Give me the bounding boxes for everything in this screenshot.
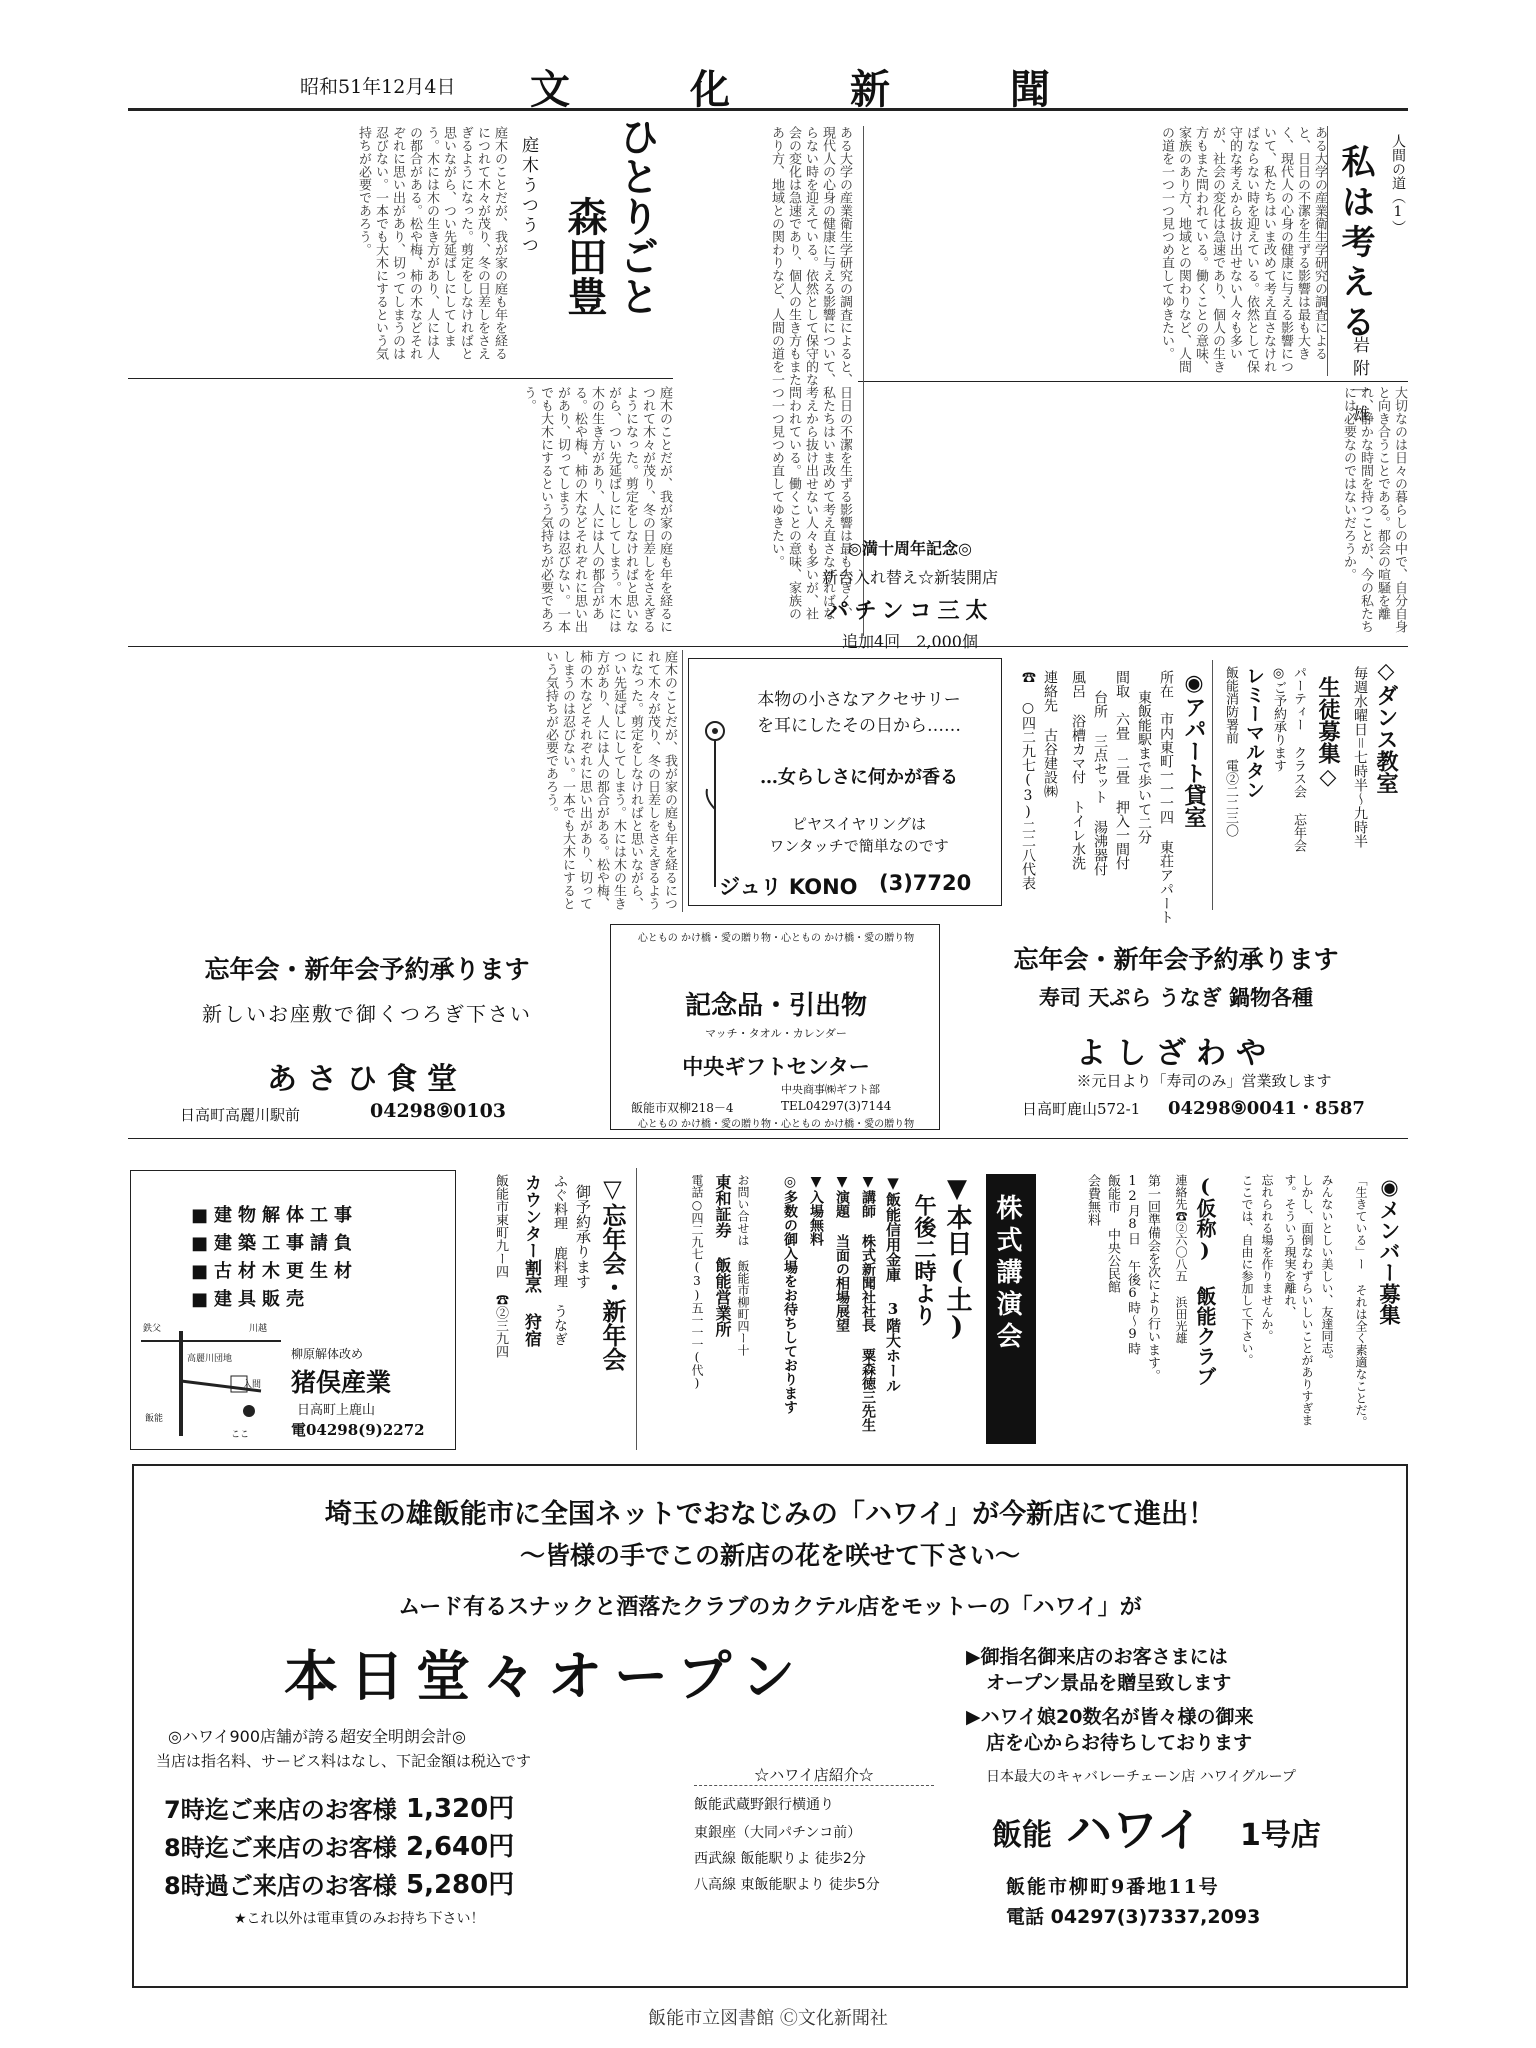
kono-ad xyxy=(688,658,1002,906)
header-date: 昭和51年12月4日 xyxy=(300,76,456,98)
inomata-ad xyxy=(130,1170,456,1450)
essay1-body-lower: 大切なのは日々の暮らしの中で、自分自身と向き合うことである。都会の喧騒を離れ、静かな時間を持つことが、今の私たちには必要なのではないだろうか。 xyxy=(1341,386,1407,633)
essay2-author: 森田豊 xyxy=(561,196,608,316)
lower-essay-body: 庭木のことだが、我が家の庭も年を経るにつれて木々が茂り、冬の日差しをさえぎるようになった。剪定をしなければと思いながら、つい先延ばしにしてしまう。木には木の生き方があり、人には人の都合がある。松や梅、柿の木などそれぞれに思い出があり、切ってしまうのは忍びない。一本でも大木にするという気持ちが必要であろう。 xyxy=(543,650,677,910)
hawaii-bullet2a: ▶ハワイ娘20数名が皆々様の御来 xyxy=(966,1706,1254,1728)
inomata-map-label-0: 鉄父 xyxy=(143,1324,162,1334)
member-line-0: 「生きている」ー それは全く素適なことだ。 xyxy=(1354,1174,1368,1428)
gift-title: 記念品・引出物 xyxy=(684,991,867,1021)
gift-border-bottom: 心ともの かけ橋・愛の贈り物・心ともの かけ橋・愛の贈り物 xyxy=(637,1119,915,1130)
hawaii-price-label-1: 8時迄ご来店のお客様 xyxy=(164,1834,397,1862)
essay2-body-lower: 庭木のことだが、我が家の庭も年を経るにつれて木々が茂り、冬の日差しをさえぎるようになった。剪定をしなければと思いながら、つい先延ばしにしてしまう。木には木の生き方があり、人には人の都合がある。松や梅、柿の木などそれぞれに思い出があり、切ってしまうのは忍びない。一本でも大木にするという気持ちが必要であろう。 xyxy=(521,386,672,633)
karishuku-title: ▽忘年会・新年会 xyxy=(598,1174,627,1371)
hawaii-ad xyxy=(132,1464,1408,1988)
member-line-3: 忘れられる場を作りませんか。 xyxy=(1260,1174,1274,1342)
essay1-body-upper: ある大学の産業衛生学研究の調査によると、日日の不潔を生ずる影響は最も大きく、現代人の心身の健康に与える影響について、私たちはいま改めて考え直さなければならない時を迎えている。依然として保守的な考えから抜け出せない人々も多いが、社会の変化は急速であり、個人の生き方もまた問われている。働くことの意味、家族のあり方、地域との関わりなど、人間の道を一つ一つ見つめ直してゆきたい。 xyxy=(1159,126,1327,373)
member-title: ◉メンバー募集 xyxy=(1377,1174,1402,1325)
apart-line-3: 台所 三点セット 湯沸器付 xyxy=(1092,690,1108,876)
inomata-name: 猪俣産業 xyxy=(291,1368,392,1397)
hawaii-intro-line-3: 八高線 東飯能駅より 徒歩5分 xyxy=(694,1877,880,1893)
hawaii-price-value-0: 1,320円 xyxy=(406,1794,515,1824)
kono-brand: ジュリ KONO xyxy=(719,875,858,899)
hawaii-price-value-1: 2,640円 xyxy=(406,1832,515,1862)
apart-title: ◉アパート貸室 xyxy=(1181,670,1207,828)
essay2-subtitle: 庭木うつうつ xyxy=(518,136,538,256)
member-line-4: ここでは、自由に参加して下さい。 xyxy=(1240,1174,1254,1366)
kabu-date: ▼本日(土) xyxy=(942,1174,972,1342)
yoshizawa-ad xyxy=(944,924,1408,1130)
kabu-line-3: ▼入場無料 xyxy=(808,1174,824,1246)
apart-line-5: 連絡先 古谷建設㈱ xyxy=(1042,670,1058,798)
hawaii-bullet1b: オープン景品を贈呈致します xyxy=(986,1672,1232,1694)
dance-line-3: 飯能消防署前 電②二二三〇 xyxy=(1223,666,1238,837)
dance-schedule: 毎週水曜日＝七時半～九時半 xyxy=(1352,666,1368,848)
hawaii-name-main: ハワイ xyxy=(1066,1803,1203,1857)
kabu-line-0: ▼飯能信用金庫 3階大ホール xyxy=(884,1174,902,1393)
asahi-address: 日高町高麗川駅前 xyxy=(180,1106,301,1124)
gift-phone: TEL04297(3)7144 xyxy=(781,1099,892,1113)
hawaii-price-label-0: 7時迄ご来店のお客様 xyxy=(164,1796,397,1824)
lower-essay-separator xyxy=(682,650,683,912)
footer-credit: 飯能市立図書館 Ⓒ文化新聞社 xyxy=(648,2008,888,2029)
asahi-ad xyxy=(128,924,606,1064)
kono-line2: を耳にしたその日から…… xyxy=(757,716,961,736)
member-line-2: しかし、面倒なわずらいしいことがありすぎます。そういう現実を離れ、 xyxy=(1283,1174,1314,1426)
ads-row1-rule xyxy=(128,1138,1408,1139)
kabu-line-6: 東和証券 飯能営業所 xyxy=(713,1174,732,1337)
kabu-line-7: 電話○四二九七(3)五一一一(代) xyxy=(690,1174,704,1390)
apart-separator xyxy=(1212,660,1213,910)
inomata-item-0: ■建物解体工事 xyxy=(191,1205,359,1226)
hawaii-address: 飯能市柳町9番地11号 xyxy=(1006,1876,1220,1898)
yoshizawa-note: ※元日より「寿司のみ」営業致します xyxy=(1076,1072,1332,1090)
inomata-map-label-3: 入間 xyxy=(243,1380,262,1390)
dance-recruit: 生徒募集◇ xyxy=(1315,676,1341,790)
kono-line3: …女らしさに何かが香る xyxy=(760,767,958,788)
inomata-map-label-5: ここ xyxy=(231,1430,250,1440)
gift-sub: マッチ・タオル・カレンダー xyxy=(705,1027,847,1040)
apart-line-0: 所在 市内東町一一一四 東荘アパート xyxy=(1158,670,1174,924)
essay-mid-body: ある大学の産業衛生学研究の調査によると、日日の不潔を生ずる影響は最も大きく、現代人の心身の健康に与える影響について、私たちはいま改めて考え直さなければならない時を迎えている。依然として保守的な考えから抜け出せない人々も多いが、社会の変化は急速であり、個人の生き方もまた問われている。働くことの意味、家族のあり方、地域との関わりなど、人間の道を一つ一つ見つめ直してゆきたい。 xyxy=(769,126,852,620)
yoshizawa-name: よしざわや xyxy=(1076,1036,1276,1071)
kono-phone: (3)7720 xyxy=(879,871,972,895)
yoshizawa-address: 日高町鹿山572-1 xyxy=(1022,1100,1141,1118)
hawaii-safe: ◎ハワイ900店舗が誇る超安全明朗会計◎ xyxy=(168,1727,466,1746)
top-section-rule xyxy=(128,646,1408,647)
inomata-sub: 柳原解体改め xyxy=(291,1347,364,1361)
column-label: 人間の道（1） xyxy=(1390,134,1406,234)
kono-line1: 本物の小さなアクセサリー xyxy=(757,690,961,710)
inomata-map-label-1: 川越 xyxy=(249,1324,268,1334)
apart-line-4: 風呂 浴槽カマ付 トイレ水洗 xyxy=(1070,670,1086,870)
inomata-map-label-4: 飯能 xyxy=(145,1414,164,1424)
essay1-title: 私は考える xyxy=(1335,144,1375,344)
hawaii-name-pre: 飯能 xyxy=(992,1818,1052,1853)
hawaii-phone: 電話 04297(3)7337,2093 xyxy=(1006,1906,1261,1928)
hawaii-safe-note: 当店は指名料、サービス料はなし、下記金額は税込です xyxy=(156,1752,532,1770)
dance-line-1: ◎ご予約承ります xyxy=(1271,666,1286,772)
karishuku-line-1: ふぐ料理 鹿料理 うなぎ xyxy=(552,1174,568,1346)
flower-icon xyxy=(703,719,727,889)
dance-line-2: レミーマルタン xyxy=(1243,666,1265,799)
pachinko-extra: 追加4回 2,000個 xyxy=(842,632,978,651)
inomata-map-label-2: 高麗川団地 xyxy=(187,1354,233,1364)
pachinko-line2: 新台入れ替え☆新装開店 xyxy=(821,568,998,587)
hawaii-intro-title: ☆ハワイ店紹介☆ xyxy=(694,1764,934,1786)
essay1-author: 岩附一雄 xyxy=(1349,336,1369,428)
yoshizawa-sub: 寿司 天ぷら うなぎ 鍋物各種 xyxy=(1039,985,1313,1010)
hawaii-bullet1a: ▶御指名御来店のお客さまには xyxy=(966,1646,1228,1668)
hawaii-bullet2b: 店を心からお待ちしております xyxy=(986,1732,1253,1754)
club-line-2: 飯能市 中央公民館 xyxy=(1105,1174,1120,1293)
hawaii-footnote: ★これ以外は電車賃のみお持ち下さい！ xyxy=(234,1911,485,1927)
apart-ad xyxy=(1005,660,1210,924)
masthead-title: 文 化 新 聞 xyxy=(530,66,1090,113)
asahi-headline: 忘年会・新年会予約承ります xyxy=(204,955,530,984)
yoshizawa-headline: 忘年会・新年会予約承ります xyxy=(1013,945,1339,974)
hawaii-group: 日本最大のキャバレーチェーン店 ハワイグループ xyxy=(986,1769,1296,1785)
kabu-line-1: ▼講師 株式新聞社社長 粟森徳三先生 xyxy=(860,1174,876,1432)
pachinko-name: パチンコ三太 xyxy=(826,598,994,624)
karishuku-line-0: 御予約承ります xyxy=(574,1184,592,1289)
club-line-0: 第一回準備会を次により行います。 xyxy=(1145,1174,1160,1382)
yoshizawa-phone: 04298⑨0041・8587 xyxy=(1168,1098,1365,1119)
kono-line5: ワンタッチで簡単なのです xyxy=(769,837,949,855)
inomata-phone: 電04298(9)2272 xyxy=(291,1421,425,1439)
hawaii-sub: ～皆様の手でこの新店の花を咲せて下さい～ xyxy=(519,1541,1020,1570)
hawaii-intro-line-1: 東銀座（大同パチンコ前） xyxy=(694,1825,862,1841)
dance-title: ◇ダンス教室 xyxy=(1373,658,1399,794)
kabu-line-4: ◎多数の御入場をお待ちしております xyxy=(782,1174,798,1414)
essay2-body-upper: 庭木のことだが、我が家の庭も年を経るにつれて木々が茂り、冬の日差しをさえぎるようになった。剪定をしなければと思いながら、つい先延ばしにしてしまう。木には木の生き方があり、人には人の都合がある。松や梅、柿の木などそれぞれに思い出があり、切ってしまうのは忍びない。一本でも大木にするという気持ちが必要であろう。 xyxy=(356,126,507,360)
hawaii-tagline: ムード有るスナックと酒落たクラブのカクテル店をモットーの「ハワイ」が xyxy=(398,1595,1142,1620)
asahi-phone: 04298⑨0103 xyxy=(370,1100,507,1122)
kabu-time: 午後二時より xyxy=(911,1194,937,1326)
karishuku-line-2: カウンター割烹 狩宿 xyxy=(521,1174,541,1347)
hawaii-headline: 埼玉の雄飯能市に全国ネットでおなじみの「ハワイ」が今新店にて進出！ xyxy=(324,1499,1216,1530)
apart-line-6: ☎ ○四二九七(3)二二八代表 xyxy=(1020,670,1036,890)
club-line-3: 会費無料 xyxy=(1085,1174,1100,1226)
dance-ad xyxy=(1216,656,1406,910)
inomata-item-1: ■建築工事請負 xyxy=(191,1233,359,1254)
karishuku-ad xyxy=(462,1164,634,1454)
gift-company: 中央商事㈱ギフト部 xyxy=(781,1083,880,1096)
hawaii-open: 本日堂々オープン xyxy=(284,1645,808,1708)
member-line-1: みんないとしい美しい、友達同志。 xyxy=(1320,1174,1334,1366)
kabu-line-5: お問い合せは 飯能市柳町四ー十 xyxy=(736,1174,750,1356)
hawaii-intro-line-2: 西武線 飯能駅りよ 徒歩2分 xyxy=(694,1851,866,1867)
karishuku-separator xyxy=(636,1168,637,1450)
kabu-title: 株式講演会 xyxy=(992,1194,1022,1354)
kono-line4: ピヤスイヤリングは xyxy=(791,815,927,833)
inomata-item-2: ■古材木更生材 xyxy=(191,1261,359,1282)
hawaii-intro-line-0: 飯能武蔵野銀行横通り xyxy=(694,1797,834,1813)
hawaii-price-label-2: 8時過ご来店のお客様 xyxy=(164,1872,397,1900)
gift-border-top: 心ともの かけ橋・愛の贈り物・心ともの かけ橋・愛の贈り物 xyxy=(637,933,915,944)
club-ad xyxy=(1044,1164,1224,1454)
hawaii-name-post: 1号店 xyxy=(1240,1818,1321,1853)
club-contact: 連絡先☎②六〇八五 浜田光雄 xyxy=(1174,1174,1188,1344)
hawaii-price-value-2: 5,280円 xyxy=(406,1870,515,1900)
gift-name: 中央ギフトセンター xyxy=(682,1054,870,1079)
kabu-ad xyxy=(640,1164,1040,1454)
essay1-mid-rule xyxy=(858,381,1408,382)
gift-ad xyxy=(610,924,940,1130)
pachinko-ad xyxy=(760,536,1060,651)
club-title: (仮称) 飯能クラブ xyxy=(1193,1174,1217,1386)
gift-address: 飯能市双柳218－4 xyxy=(631,1101,734,1115)
inomata-address: 日高町上鹿山 xyxy=(297,1403,376,1418)
member-ad xyxy=(1228,1164,1408,1454)
asahi-sub: 新しいお座敷で御くつろぎ下さい xyxy=(202,1002,532,1026)
apart-line-1: 東飯能駅まで歩いて二分 xyxy=(1136,690,1152,844)
inomata-item-3: ■建具販売 xyxy=(191,1289,311,1310)
essay2-title: ひとりごと xyxy=(613,116,660,316)
asahi-name: あさひ食堂 xyxy=(267,1062,467,1097)
apart-line-2: 間取 六畳 二畳 押入一間付 xyxy=(1114,670,1130,870)
essay1-separator xyxy=(1327,126,1328,376)
essay2-mid-rule xyxy=(128,378,673,379)
kabu-line-2: ▼演題 当面の相場展望 xyxy=(834,1174,850,1332)
header-rule xyxy=(128,108,1408,111)
dance-line-0: パーティー クラス会 忘年会 xyxy=(1291,666,1306,852)
pachinko-line1: ◎満十周年記念◎ xyxy=(848,539,972,558)
karishuku-line-3: 飯能市東町九ー四 ☎②三九四 xyxy=(493,1174,508,1358)
club-line-1: 12月8日 午後6時～9時 xyxy=(1125,1174,1140,1355)
